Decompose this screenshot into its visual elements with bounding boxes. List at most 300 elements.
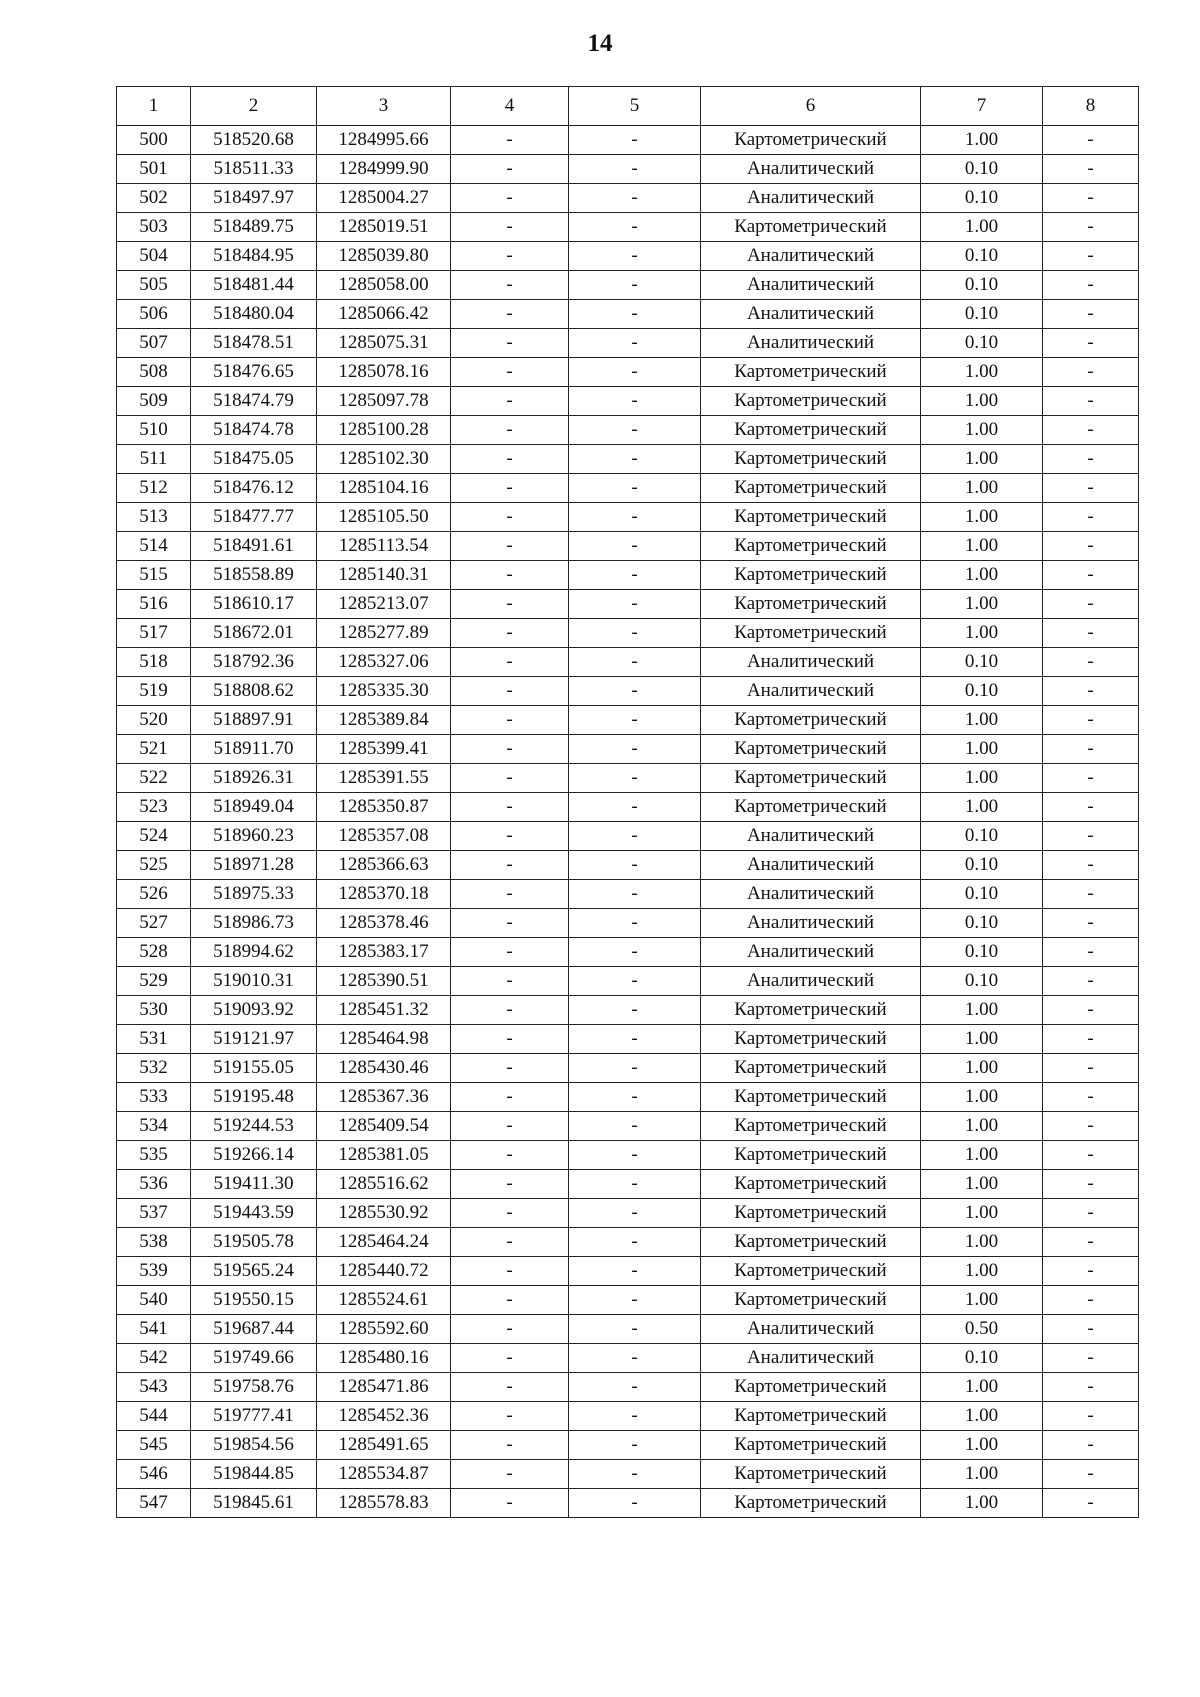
column-4-cell: - <box>451 1025 569 1054</box>
table-row <box>117 126 1139 155</box>
point-number-cell: 506 <box>117 300 191 329</box>
column-4-cell: - <box>451 1489 569 1518</box>
x-coordinate-cell: 519121.97 <box>191 1025 317 1054</box>
y-coordinate-cell: 1285357.08 <box>317 822 451 851</box>
column-5-cell: - <box>569 503 701 532</box>
column-header: 5 <box>569 87 701 126</box>
column-5-cell: - <box>569 300 701 329</box>
accuracy-cell: 1.00 <box>921 1228 1043 1257</box>
table-row <box>117 590 1139 619</box>
method-cell: Картометрический <box>701 1373 921 1402</box>
accuracy-cell: 0.10 <box>921 967 1043 996</box>
method-cell: Картометрический <box>701 474 921 503</box>
accuracy-cell: 0.50 <box>921 1315 1043 1344</box>
column-8-cell: - <box>1043 1286 1139 1315</box>
y-coordinate-cell: 1285367.36 <box>317 1083 451 1112</box>
column-5-cell: - <box>569 474 701 503</box>
column-5-cell: - <box>569 764 701 793</box>
accuracy-cell: 1.00 <box>921 416 1043 445</box>
method-cell: Картометрический <box>701 445 921 474</box>
column-4-cell: - <box>451 619 569 648</box>
y-coordinate-cell: 1285104.16 <box>317 474 451 503</box>
table-row <box>117 938 1139 967</box>
y-coordinate-cell: 1285440.72 <box>317 1257 451 1286</box>
method-cell: Картометрический <box>701 706 921 735</box>
point-number-cell: 513 <box>117 503 191 532</box>
column-4-cell: - <box>451 1170 569 1199</box>
column-8-cell: - <box>1043 1402 1139 1431</box>
accuracy-cell: 1.00 <box>921 561 1043 590</box>
y-coordinate-cell: 1285335.30 <box>317 677 451 706</box>
point-number-cell: 529 <box>117 967 191 996</box>
column-8-cell: - <box>1043 1025 1139 1054</box>
column-5-cell: - <box>569 880 701 909</box>
y-coordinate-cell: 1285383.17 <box>317 938 451 967</box>
accuracy-cell: 1.00 <box>921 213 1043 242</box>
accuracy-cell: 1.00 <box>921 996 1043 1025</box>
column-8-cell: - <box>1043 1344 1139 1373</box>
column-8-cell: - <box>1043 213 1139 242</box>
column-5-cell: - <box>569 822 701 851</box>
column-4-cell: - <box>451 474 569 503</box>
point-number-cell: 515 <box>117 561 191 590</box>
y-coordinate-cell: 1285389.84 <box>317 706 451 735</box>
method-cell: Картометрический <box>701 387 921 416</box>
point-number-cell: 545 <box>117 1431 191 1460</box>
column-5-cell: - <box>569 271 701 300</box>
table-row <box>117 1315 1139 1344</box>
x-coordinate-cell: 518474.78 <box>191 416 317 445</box>
accuracy-cell: 0.10 <box>921 271 1043 300</box>
column-4-cell: - <box>451 851 569 880</box>
table-row <box>117 619 1139 648</box>
column-4-cell: - <box>451 735 569 764</box>
point-number-cell: 509 <box>117 387 191 416</box>
table-row <box>117 735 1139 764</box>
accuracy-cell: 0.10 <box>921 648 1043 677</box>
method-cell: Картометрический <box>701 1489 921 1518</box>
x-coordinate-cell: 518497.97 <box>191 184 317 213</box>
y-coordinate-cell: 1284999.90 <box>317 155 451 184</box>
x-coordinate-cell: 519845.61 <box>191 1489 317 1518</box>
point-number-cell: 531 <box>117 1025 191 1054</box>
column-4-cell: - <box>451 938 569 967</box>
accuracy-cell: 1.00 <box>921 474 1043 503</box>
column-4-cell: - <box>451 155 569 184</box>
point-number-cell: 532 <box>117 1054 191 1083</box>
point-number-cell: 511 <box>117 445 191 474</box>
column-4-cell: - <box>451 1141 569 1170</box>
y-coordinate-cell: 1285480.16 <box>317 1344 451 1373</box>
x-coordinate-cell: 518476.65 <box>191 358 317 387</box>
method-cell: Картометрический <box>701 358 921 387</box>
column-5-cell: - <box>569 1228 701 1257</box>
point-number-cell: 514 <box>117 532 191 561</box>
accuracy-cell: 1.00 <box>921 445 1043 474</box>
method-cell: Аналитический <box>701 155 921 184</box>
column-4-cell: - <box>451 242 569 271</box>
accuracy-cell: 0.10 <box>921 851 1043 880</box>
accuracy-cell: 1.00 <box>921 619 1043 648</box>
table-row <box>117 1431 1139 1460</box>
method-cell: Аналитический <box>701 648 921 677</box>
point-number-cell: 505 <box>117 271 191 300</box>
column-5-cell: - <box>569 1402 701 1431</box>
column-8-cell: - <box>1043 909 1139 938</box>
x-coordinate-cell: 518480.04 <box>191 300 317 329</box>
table-row <box>117 1257 1139 1286</box>
accuracy-cell: 1.00 <box>921 1199 1043 1228</box>
x-coordinate-cell: 518520.68 <box>191 126 317 155</box>
x-coordinate-cell: 518511.33 <box>191 155 317 184</box>
column-8-cell: - <box>1043 880 1139 909</box>
column-8-cell: - <box>1043 445 1139 474</box>
column-4-cell: - <box>451 1112 569 1141</box>
column-5-cell: - <box>569 155 701 184</box>
column-header: 3 <box>317 87 451 126</box>
x-coordinate-cell: 518792.36 <box>191 648 317 677</box>
method-cell: Картометрический <box>701 1402 921 1431</box>
accuracy-cell: 1.00 <box>921 1431 1043 1460</box>
accuracy-cell: 0.10 <box>921 1344 1043 1373</box>
y-coordinate-cell: 1285100.28 <box>317 416 451 445</box>
column-8-cell: - <box>1043 938 1139 967</box>
y-coordinate-cell: 1285451.32 <box>317 996 451 1025</box>
column-5-cell: - <box>569 1315 701 1344</box>
accuracy-cell: 1.00 <box>921 1373 1043 1402</box>
x-coordinate-cell: 519443.59 <box>191 1199 317 1228</box>
x-coordinate-cell: 518897.91 <box>191 706 317 735</box>
accuracy-cell: 1.00 <box>921 706 1043 735</box>
accuracy-cell: 1.00 <box>921 1489 1043 1518</box>
column-4-cell: - <box>451 126 569 155</box>
x-coordinate-cell: 519505.78 <box>191 1228 317 1257</box>
method-cell: Картометрический <box>701 1170 921 1199</box>
point-number-cell: 522 <box>117 764 191 793</box>
column-8-cell: - <box>1043 1083 1139 1112</box>
x-coordinate-cell: 519687.44 <box>191 1315 317 1344</box>
column-5-cell: - <box>569 1344 701 1373</box>
method-cell: Картометрический <box>701 532 921 561</box>
y-coordinate-cell: 1285390.51 <box>317 967 451 996</box>
method-cell: Картометрический <box>701 590 921 619</box>
x-coordinate-cell: 518474.79 <box>191 387 317 416</box>
column-8-cell: - <box>1043 1141 1139 1170</box>
point-number-cell: 504 <box>117 242 191 271</box>
x-coordinate-cell: 519854.56 <box>191 1431 317 1460</box>
method-cell: Картометрический <box>701 996 921 1025</box>
x-coordinate-cell: 519195.48 <box>191 1083 317 1112</box>
table-row <box>117 1402 1139 1431</box>
column-8-cell: - <box>1043 1228 1139 1257</box>
column-5-cell: - <box>569 706 701 735</box>
point-number-cell: 527 <box>117 909 191 938</box>
point-number-cell: 540 <box>117 1286 191 1315</box>
column-8-cell: - <box>1043 851 1139 880</box>
column-5-cell: - <box>569 1373 701 1402</box>
x-coordinate-cell: 518986.73 <box>191 909 317 938</box>
column-5-cell: - <box>569 561 701 590</box>
column-5-cell: - <box>569 590 701 619</box>
column-4-cell: - <box>451 300 569 329</box>
column-4-cell: - <box>451 358 569 387</box>
y-coordinate-cell: 1285592.60 <box>317 1315 451 1344</box>
point-number-cell: 541 <box>117 1315 191 1344</box>
accuracy-cell: 1.00 <box>921 793 1043 822</box>
column-5-cell: - <box>569 126 701 155</box>
column-4-cell: - <box>451 1373 569 1402</box>
x-coordinate-cell: 519777.41 <box>191 1402 317 1431</box>
column-8-cell: - <box>1043 1257 1139 1286</box>
y-coordinate-cell: 1285464.24 <box>317 1228 451 1257</box>
column-8-cell: - <box>1043 1489 1139 1518</box>
accuracy-cell: 1.00 <box>921 1054 1043 1083</box>
y-coordinate-cell: 1285430.46 <box>317 1054 451 1083</box>
point-number-cell: 521 <box>117 735 191 764</box>
column-4-cell: - <box>451 532 569 561</box>
x-coordinate-cell: 518994.62 <box>191 938 317 967</box>
table-header-row <box>117 87 1139 126</box>
y-coordinate-cell: 1285105.50 <box>317 503 451 532</box>
point-number-cell: 516 <box>117 590 191 619</box>
table-row <box>117 242 1139 271</box>
table-row <box>117 909 1139 938</box>
x-coordinate-cell: 518491.61 <box>191 532 317 561</box>
method-cell: Картометрический <box>701 735 921 764</box>
y-coordinate-cell: 1285381.05 <box>317 1141 451 1170</box>
column-8-cell: - <box>1043 126 1139 155</box>
accuracy-cell: 1.00 <box>921 503 1043 532</box>
y-coordinate-cell: 1285409.54 <box>317 1112 451 1141</box>
column-4-cell: - <box>451 1315 569 1344</box>
accuracy-cell: 0.10 <box>921 242 1043 271</box>
column-8-cell: - <box>1043 1170 1139 1199</box>
column-8-cell: - <box>1043 329 1139 358</box>
column-5-cell: - <box>569 416 701 445</box>
point-number-cell: 535 <box>117 1141 191 1170</box>
method-cell: Аналитический <box>701 822 921 851</box>
column-5-cell: - <box>569 1199 701 1228</box>
method-cell: Картометрический <box>701 793 921 822</box>
table-row <box>117 648 1139 677</box>
accuracy-cell: 1.00 <box>921 1257 1043 1286</box>
table-row <box>117 1373 1139 1402</box>
x-coordinate-cell: 519155.05 <box>191 1054 317 1083</box>
table-row <box>117 1025 1139 1054</box>
point-number-cell: 534 <box>117 1112 191 1141</box>
accuracy-cell: 1.00 <box>921 387 1043 416</box>
column-5-cell: - <box>569 996 701 1025</box>
method-cell: Картометрический <box>701 126 921 155</box>
table-row <box>117 1344 1139 1373</box>
table-row <box>117 532 1139 561</box>
point-number-cell: 512 <box>117 474 191 503</box>
accuracy-cell: 1.00 <box>921 735 1043 764</box>
accuracy-cell: 1.00 <box>921 1286 1043 1315</box>
y-coordinate-cell: 1285004.27 <box>317 184 451 213</box>
method-cell: Аналитический <box>701 329 921 358</box>
page-number: 14 <box>587 30 613 57</box>
accuracy-cell: 1.00 <box>921 358 1043 387</box>
method-cell: Картометрический <box>701 1054 921 1083</box>
x-coordinate-cell: 518476.12 <box>191 474 317 503</box>
method-cell: Картометрический <box>701 1199 921 1228</box>
x-coordinate-cell: 518808.62 <box>191 677 317 706</box>
column-4-cell: - <box>451 764 569 793</box>
accuracy-cell: 1.00 <box>921 590 1043 619</box>
x-coordinate-cell: 518610.17 <box>191 590 317 619</box>
method-cell: Картометрический <box>701 503 921 532</box>
point-number-cell: 525 <box>117 851 191 880</box>
column-8-cell: - <box>1043 793 1139 822</box>
column-4-cell: - <box>451 416 569 445</box>
column-8-cell: - <box>1043 184 1139 213</box>
column-4-cell: - <box>451 1286 569 1315</box>
column-4-cell: - <box>451 706 569 735</box>
column-header: 7 <box>921 87 1043 126</box>
point-number-cell: 508 <box>117 358 191 387</box>
point-number-cell: 533 <box>117 1083 191 1112</box>
point-number-cell: 507 <box>117 329 191 358</box>
column-8-cell: - <box>1043 706 1139 735</box>
accuracy-cell: 1.00 <box>921 1025 1043 1054</box>
method-cell: Аналитический <box>701 1315 921 1344</box>
accuracy-cell: 1.00 <box>921 126 1043 155</box>
column-header: 4 <box>451 87 569 126</box>
y-coordinate-cell: 1285464.98 <box>317 1025 451 1054</box>
column-8-cell: - <box>1043 996 1139 1025</box>
column-8-cell: - <box>1043 532 1139 561</box>
y-coordinate-cell: 1285075.31 <box>317 329 451 358</box>
method-cell: Аналитический <box>701 242 921 271</box>
accuracy-cell: 1.00 <box>921 1141 1043 1170</box>
y-coordinate-cell: 1285113.54 <box>317 532 451 561</box>
y-coordinate-cell: 1285366.63 <box>317 851 451 880</box>
column-8-cell: - <box>1043 648 1139 677</box>
method-cell: Картометрический <box>701 1083 921 1112</box>
point-number-cell: 536 <box>117 1170 191 1199</box>
point-number-cell: 542 <box>117 1344 191 1373</box>
table-row <box>117 416 1139 445</box>
column-4-cell: - <box>451 1083 569 1112</box>
column-4-cell: - <box>451 503 569 532</box>
column-4-cell: - <box>451 271 569 300</box>
y-coordinate-cell: 1285140.31 <box>317 561 451 590</box>
column-8-cell: - <box>1043 1315 1139 1344</box>
y-coordinate-cell: 1285078.16 <box>317 358 451 387</box>
column-4-cell: - <box>451 793 569 822</box>
table-row <box>117 271 1139 300</box>
table-row <box>117 184 1139 213</box>
point-number-cell: 500 <box>117 126 191 155</box>
x-coordinate-cell: 519266.14 <box>191 1141 317 1170</box>
accuracy-cell: 0.10 <box>921 909 1043 938</box>
method-cell: Аналитический <box>701 967 921 996</box>
table-row <box>117 503 1139 532</box>
column-4-cell: - <box>451 561 569 590</box>
y-coordinate-cell: 1285578.83 <box>317 1489 451 1518</box>
point-number-cell: 518 <box>117 648 191 677</box>
y-coordinate-cell: 1285039.80 <box>317 242 451 271</box>
column-8-cell: - <box>1043 271 1139 300</box>
accuracy-cell: 0.10 <box>921 155 1043 184</box>
column-header: 6 <box>701 87 921 126</box>
y-coordinate-cell: 1285370.18 <box>317 880 451 909</box>
column-4-cell: - <box>451 1054 569 1083</box>
method-cell: Аналитический <box>701 300 921 329</box>
method-cell: Аналитический <box>701 938 921 967</box>
table-row <box>117 1489 1139 1518</box>
column-5-cell: - <box>569 1431 701 1460</box>
column-4-cell: - <box>451 822 569 851</box>
column-4-cell: - <box>451 387 569 416</box>
column-4-cell: - <box>451 967 569 996</box>
y-coordinate-cell: 1285102.30 <box>317 445 451 474</box>
column-8-cell: - <box>1043 416 1139 445</box>
point-number-cell: 501 <box>117 155 191 184</box>
table-row <box>117 561 1139 590</box>
table-row <box>117 474 1139 503</box>
point-number-cell: 517 <box>117 619 191 648</box>
column-8-cell: - <box>1043 677 1139 706</box>
x-coordinate-cell: 518971.28 <box>191 851 317 880</box>
column-5-cell: - <box>569 793 701 822</box>
x-coordinate-cell: 518477.77 <box>191 503 317 532</box>
column-4-cell: - <box>451 1402 569 1431</box>
column-header: 2 <box>191 87 317 126</box>
method-cell: Картометрический <box>701 1228 921 1257</box>
column-4-cell: - <box>451 1344 569 1373</box>
table-row <box>117 1460 1139 1489</box>
column-4-cell: - <box>451 213 569 242</box>
column-5-cell: - <box>569 909 701 938</box>
y-coordinate-cell: 1285534.87 <box>317 1460 451 1489</box>
column-5-cell: - <box>569 851 701 880</box>
column-5-cell: - <box>569 1083 701 1112</box>
x-coordinate-cell: 518672.01 <box>191 619 317 648</box>
column-4-cell: - <box>451 996 569 1025</box>
column-4-cell: - <box>451 184 569 213</box>
column-8-cell: - <box>1043 1054 1139 1083</box>
x-coordinate-cell: 518489.75 <box>191 213 317 242</box>
table-row <box>117 851 1139 880</box>
method-cell: Картометрический <box>701 1460 921 1489</box>
column-5-cell: - <box>569 329 701 358</box>
x-coordinate-cell: 519749.66 <box>191 1344 317 1373</box>
point-number-cell: 526 <box>117 880 191 909</box>
table-row <box>117 1141 1139 1170</box>
point-number-cell: 520 <box>117 706 191 735</box>
x-coordinate-cell: 519411.30 <box>191 1170 317 1199</box>
x-coordinate-cell: 518475.05 <box>191 445 317 474</box>
method-cell: Аналитический <box>701 271 921 300</box>
column-8-cell: - <box>1043 967 1139 996</box>
table-row <box>117 300 1139 329</box>
table-row <box>117 967 1139 996</box>
point-number-cell: 503 <box>117 213 191 242</box>
x-coordinate-cell: 518484.95 <box>191 242 317 271</box>
column-5-cell: - <box>569 619 701 648</box>
accuracy-cell: 1.00 <box>921 1112 1043 1141</box>
column-5-cell: - <box>569 184 701 213</box>
y-coordinate-cell: 1285327.06 <box>317 648 451 677</box>
column-4-cell: - <box>451 677 569 706</box>
column-5-cell: - <box>569 445 701 474</box>
accuracy-cell: 1.00 <box>921 1083 1043 1112</box>
column-4-cell: - <box>451 1257 569 1286</box>
column-8-cell: - <box>1043 1112 1139 1141</box>
y-coordinate-cell: 1285399.41 <box>317 735 451 764</box>
